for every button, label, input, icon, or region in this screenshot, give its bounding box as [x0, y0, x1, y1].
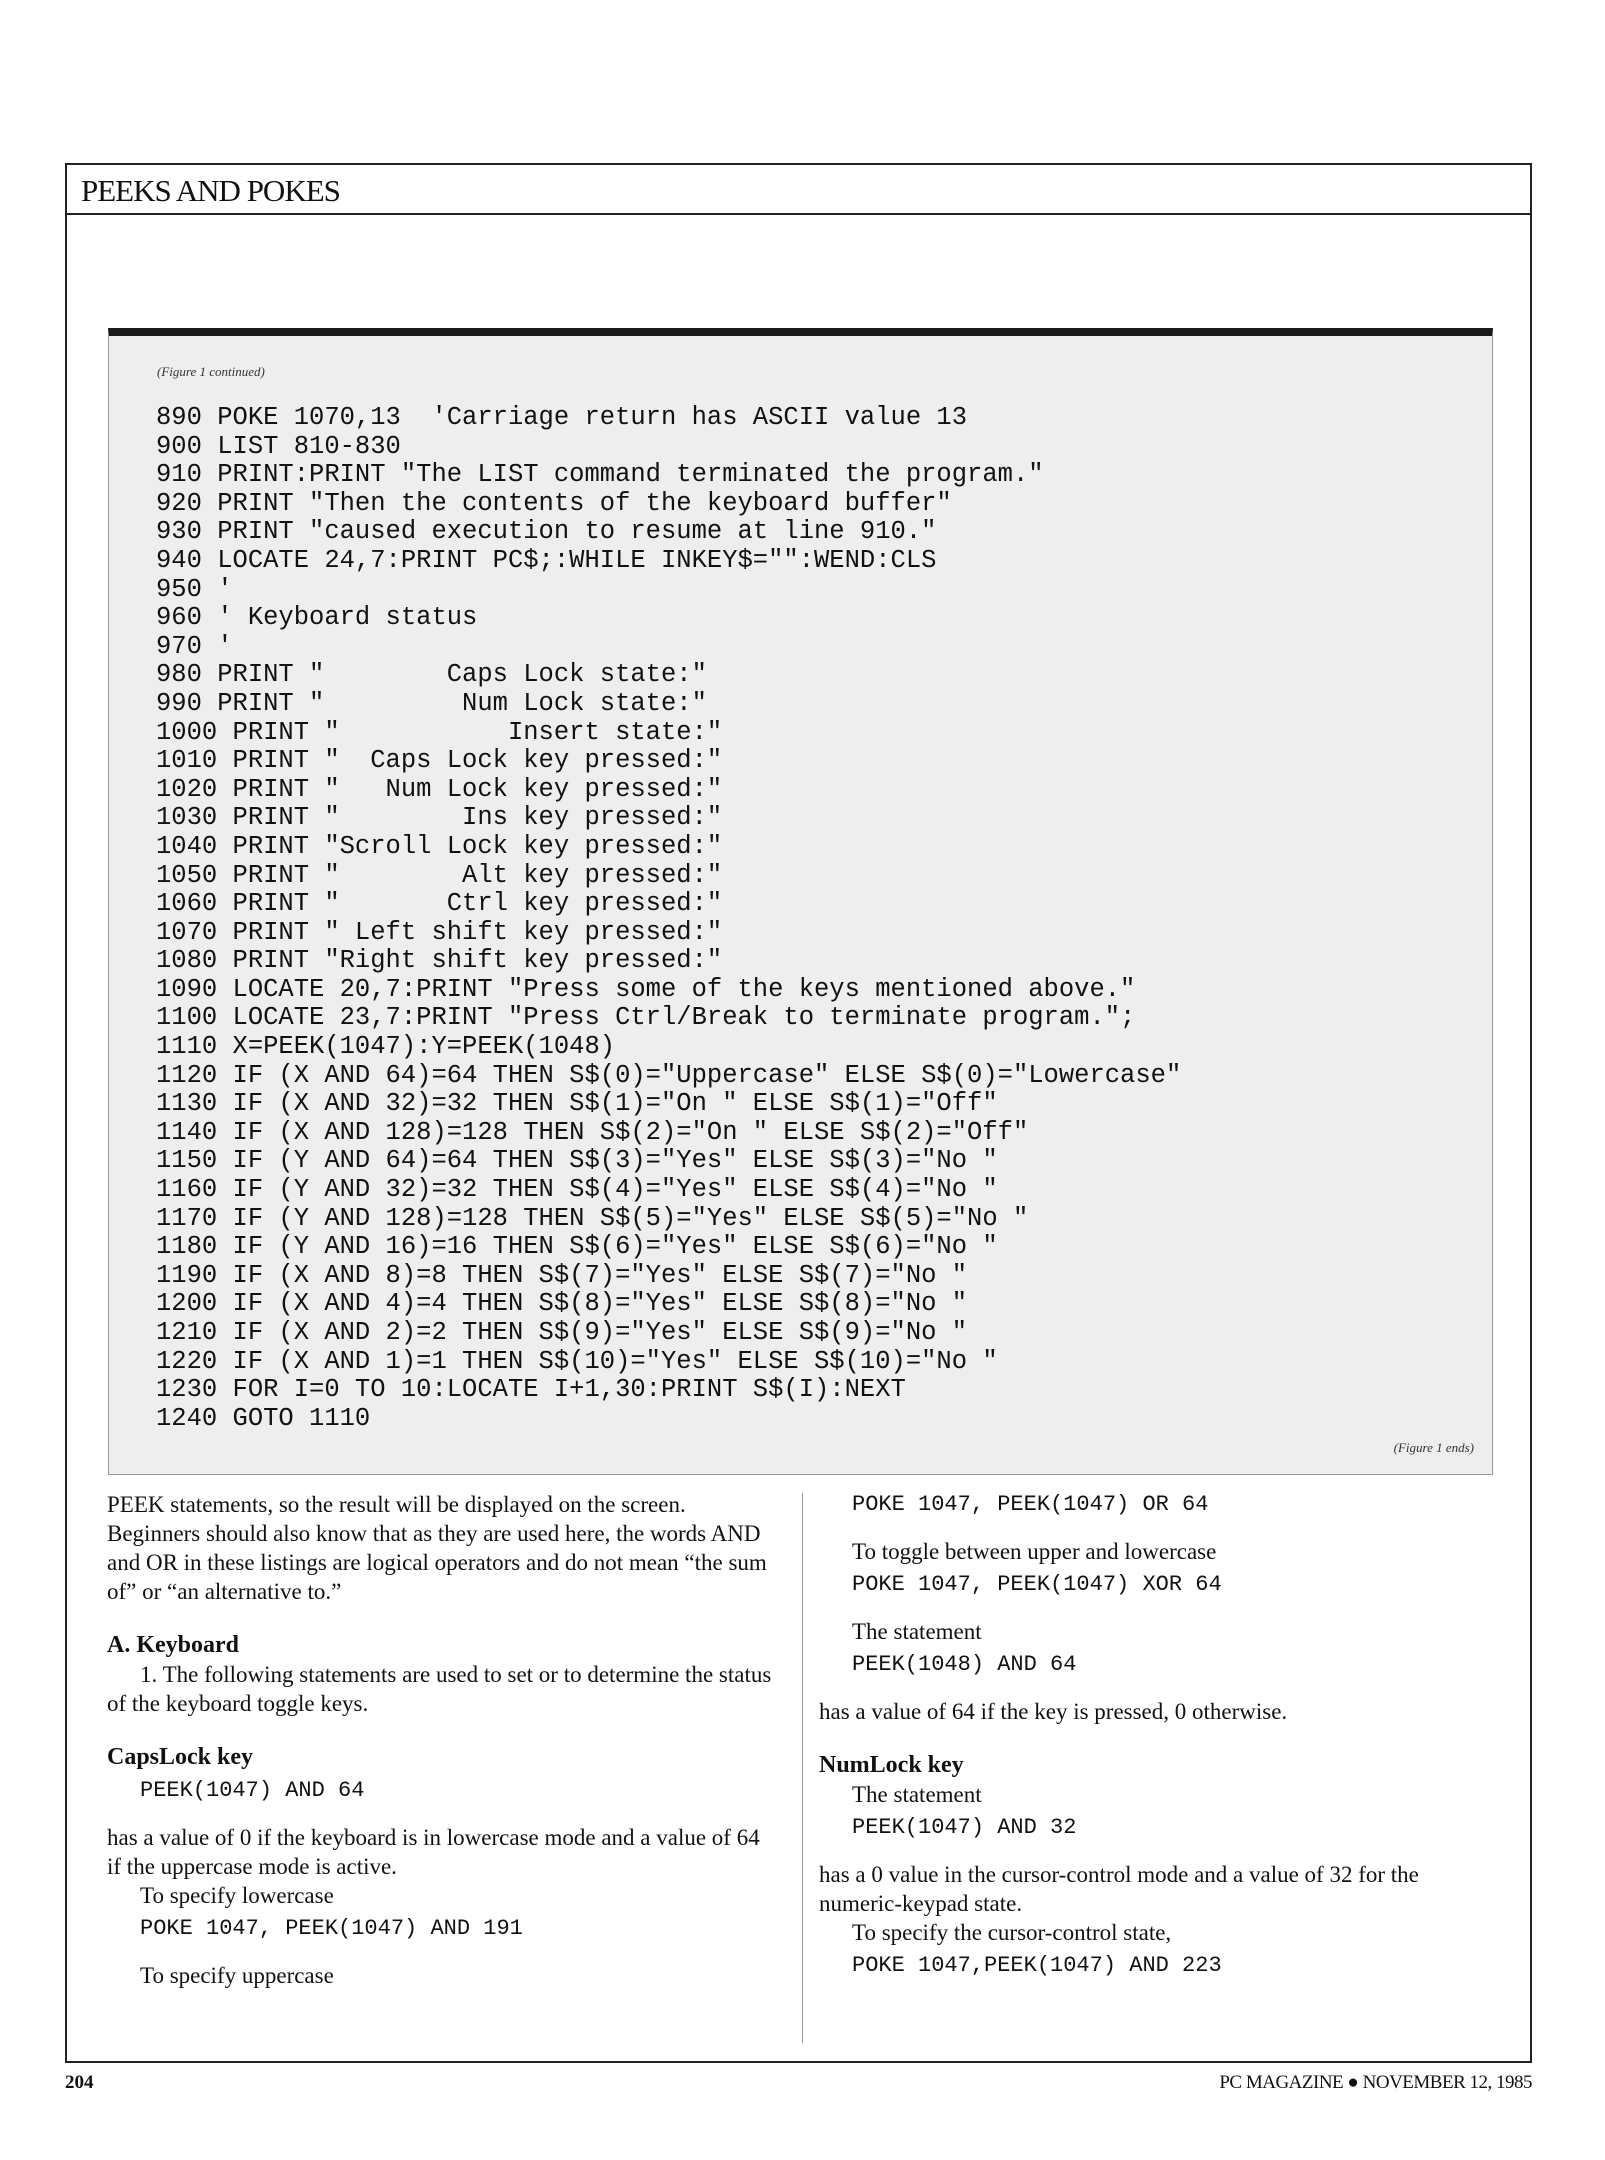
- code-line: 1020 PRINT " Num Lock key pressed:": [156, 774, 723, 804]
- lowercase-label: To specify lowercase: [140, 1883, 334, 1908]
- code-line: 960 ' Keyboard status: [156, 603, 478, 633]
- code-line: 940 LOCATE 24,7:PRINT PC$;:WHILE INKEY$="":WEND:CLS: [156, 545, 937, 575]
- code-line: 1150 IF (Y AND 64)=64 THEN S$(3)="Yes" ELSE S$(3)="No ": [156, 1146, 998, 1176]
- code-line: 1110 X=PEEK(1047):Y=PEEK(1048): [156, 1032, 616, 1062]
- code-line: 1230 FOR I=0 TO 10:LOCATE I+1,30:PRINT S$(I):NEXT: [156, 1375, 906, 1405]
- page-footer: [65, 2068, 1532, 2098]
- code-line: 1010 PRINT " Caps Lock key pressed:": [156, 746, 723, 776]
- column-divider: [802, 1493, 803, 2043]
- code-line: 1030 PRINT " Ins key pressed:": [156, 803, 723, 833]
- section-header: [67, 165, 1530, 215]
- page-number: 204: [65, 2072, 94, 2093]
- capslock-heading: CapsLock key: [107, 1744, 254, 1770]
- code-line: 1050 PRINT " Alt key pressed:": [156, 860, 723, 890]
- code-line: 1210 IF (X AND 2)=2 THEN S$(9)="Yes" ELSE S$(9)="No ": [156, 1318, 968, 1347]
- code-line: 1130 IF (X AND 32)=32 THEN S$(1)="On " ELSE S$(1)="Off": [156, 1089, 998, 1119]
- code-line: 980 PRINT " Caps Lock state:": [156, 660, 707, 690]
- code-line: 1180 IF (Y AND 16)=16 THEN S$(6)="Yes" ELSE S$(6)="No ": [156, 1232, 998, 1262]
- code-line: 950 ': [156, 574, 233, 604]
- statement-label: The statement: [852, 1619, 982, 1644]
- code-line: 930 PRINT "caused execution to resume at line 910.": [156, 517, 937, 547]
- cursor-label: To specify the cursor-control state,: [852, 1920, 1172, 1945]
- code-line: 970 ': [156, 631, 233, 661]
- figure-caption-bottom: (Figure 1 ends): [1393, 1440, 1474, 1455]
- code-figure: [108, 328, 1493, 1475]
- numlock-heading: NumLock key: [819, 1752, 964, 1778]
- left-column: [107, 1490, 779, 1990]
- numlock-code: PEEK(1047) AND 32: [852, 1815, 1077, 1840]
- code-line: 1090 LOCATE 20,7:PRINT "Press some of the keys mentioned above.": [156, 974, 1136, 1004]
- code-line: 1200 IF (X AND 4)=4 THEN S$(8)="Yes" ELSE S$(8)="No ": [156, 1289, 968, 1319]
- section-a-paragraph: 1. The following statements are used to set or to determine the status of the keyboard toggle keys.: [107, 1662, 772, 1716]
- uppercase-code: POKE 1047, PEEK(1047) OR 64: [852, 1492, 1209, 1517]
- code-line: 920 PRINT "Then the contents of the keyboard buffer": [156, 488, 952, 518]
- numlock-statement-label: The statement: [852, 1782, 982, 1807]
- pressed-paragraph: has a value of 64 if the key is pressed, 0 otherwise.: [819, 1699, 1288, 1724]
- code-line: 1120 IF (X AND 64)=64 THEN S$(0)="Uppercase" ELSE S$(0)="Lowercase": [156, 1060, 1182, 1090]
- code-line: 900 LIST 810-830: [156, 431, 401, 461]
- code-line: 1040 PRINT "Scroll Lock key pressed:": [156, 831, 723, 861]
- figure-caption-top: (Figure 1 continued): [157, 364, 265, 379]
- code-line: 910 PRINT:PRINT "The LIST command terminated the program.": [156, 460, 1044, 490]
- capslock-code: PEEK(1047) AND 64: [140, 1778, 365, 1803]
- page-frame: [65, 163, 1532, 2063]
- code-line: 990 PRINT " Num Lock state:": [156, 688, 707, 718]
- toggle-code: POKE 1047, PEEK(1047) XOR 64: [852, 1572, 1222, 1597]
- uppercase-label: To specify uppercase: [140, 1963, 334, 1988]
- right-column: [819, 1490, 1491, 1998]
- lowercase-code: POKE 1047, PEEK(1047) AND 191: [140, 1916, 523, 1941]
- capslock-paragraph: has a value of 0 if the keyboard is in lowercase mode and a value of 64 if the uppercase mode is active.: [107, 1825, 760, 1879]
- numlock-paragraph: has a 0 value in the cursor-control mode and a value of 32 for the numeric-keypad state.: [819, 1862, 1419, 1916]
- code-line: 1080 PRINT "Right shift key pressed:": [156, 946, 723, 976]
- code-line: 1000 PRINT " Insert state:": [156, 717, 723, 747]
- code-line: 1160 IF (Y AND 32)=32 THEN S$(4)="Yes" ELSE S$(4)="No ": [156, 1175, 998, 1205]
- toggle-label: To toggle between upper and lowercase: [852, 1539, 1217, 1564]
- section-title: PEEKS AND POKES: [81, 173, 340, 208]
- cursor-code: POKE 1047,PEEK(1047) AND 223: [852, 1953, 1222, 1978]
- code-line: 1060 PRINT " Ctrl key pressed:": [156, 889, 723, 919]
- code-listing: [156, 404, 1181, 1433]
- code-line: 1070 PRINT " Left shift key pressed:": [156, 917, 723, 947]
- section-a-heading: A. Keyboard: [107, 1632, 239, 1658]
- pressed-code: PEEK(1048) AND 64: [852, 1652, 1077, 1677]
- code-line: 890 POKE 1070,13 'Carriage return has ASCII value 13: [156, 403, 968, 432]
- magazine-footer: PC MAGAZINE ● NOVEMBER 12, 1985: [1219, 2072, 1532, 2093]
- code-line: 1170 IF (Y AND 128)=128 THEN S$(5)="Yes" ELSE S$(5)="No ": [156, 1203, 1029, 1233]
- code-line: 1100 LOCATE 23,7:PRINT "Press Ctrl/Break to terminate program.";: [156, 1003, 1136, 1033]
- code-line: 1140 IF (X AND 128)=128 THEN S$(2)="On " ELSE S$(2)="Off": [156, 1117, 1029, 1147]
- intro-paragraph: PEEK statements, so the result will be displayed on the screen. Beginners should also know that as they are used here, the words AND and OR in these listings are logical operators and do not mean “the sum of” or “an alternative to.”: [107, 1492, 767, 1604]
- code-line: 1220 IF (X AND 1)=1 THEN S$(10)="Yes" ELSE S$(10)="No ": [156, 1346, 998, 1376]
- code-line: 1190 IF (X AND 8)=8 THEN S$(7)="Yes" ELSE S$(7)="No ": [156, 1260, 968, 1290]
- code-line: 1240 GOTO 1110: [156, 1403, 371, 1433]
